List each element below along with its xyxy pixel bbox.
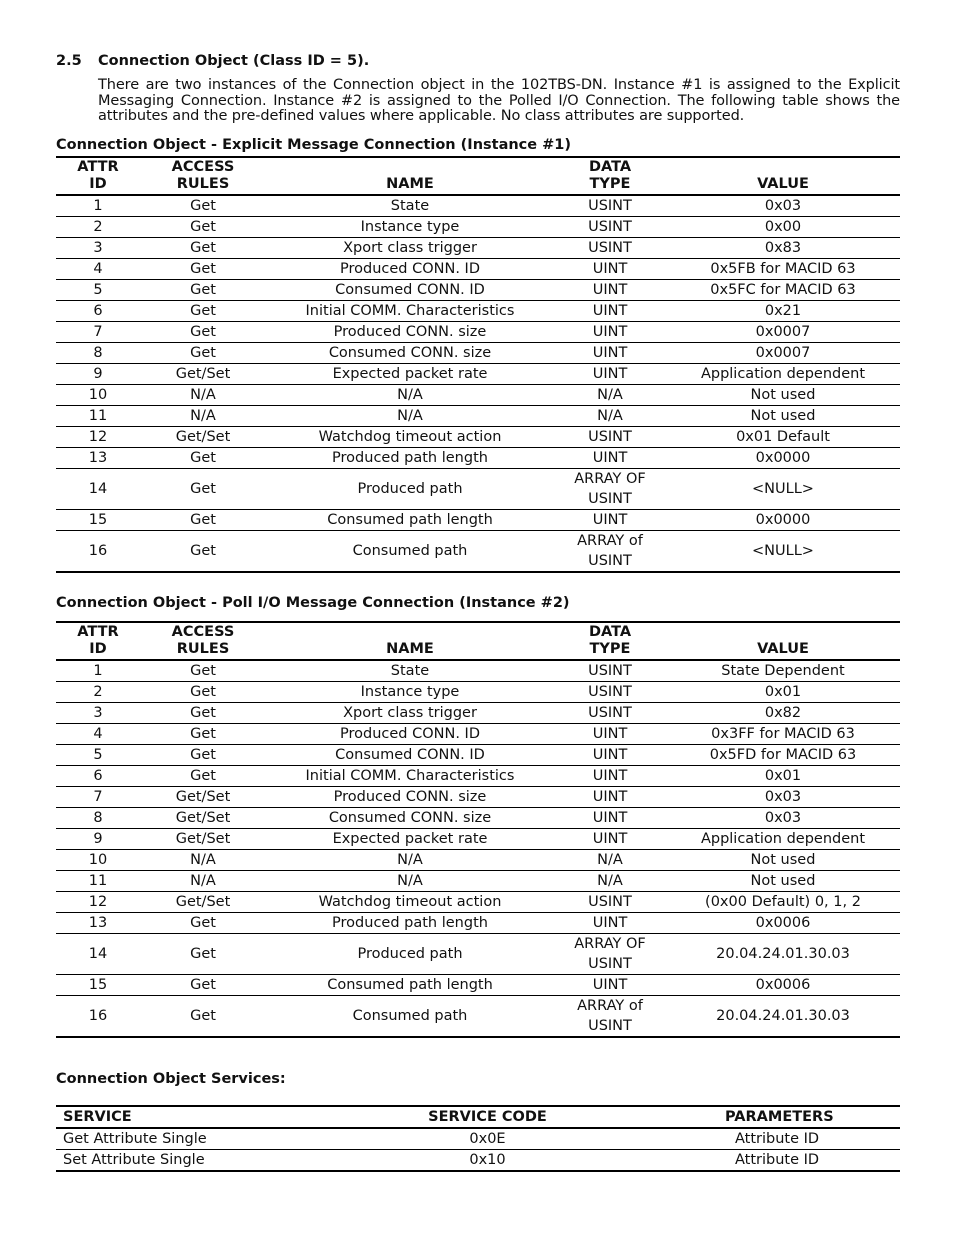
table-row [56, 912, 900, 933]
table-row [56, 786, 900, 807]
name-cell: Xport class trigger [266, 702, 554, 723]
name-cell: N/A [266, 870, 554, 891]
name-cell: Consumed CONN. size [266, 342, 554, 363]
header-attr-id: ATTR ID [77, 158, 119, 192]
value-cell: 0x0007 [666, 342, 900, 363]
header-value: VALUE [757, 641, 809, 657]
attr-id-cell: 11 [56, 405, 140, 426]
attr-id-cell: 1 [56, 660, 140, 682]
access-rules-cell: Get [140, 723, 266, 744]
value-cell: 0x5FC for MACID 63 [666, 279, 900, 300]
name-cell: Consumed path length [266, 974, 554, 995]
attr-id-cell: 8 [56, 342, 140, 363]
attr-id-cell: 12 [56, 426, 140, 447]
value-cell: 0x01 Default [666, 426, 900, 447]
name-cell: Xport class trigger [266, 237, 554, 258]
table1-body [56, 195, 900, 572]
table2-title: Connection Object - Poll I/O Message Connection (Instance #2) [56, 594, 570, 611]
data-type-cell: UINT [554, 509, 666, 530]
name-cell: Produced path length [266, 447, 554, 468]
access-rules-cell: Get [140, 995, 266, 1037]
name-cell: Produced path length [266, 912, 554, 933]
name-cell: Instance type [266, 216, 554, 237]
attr-id-cell: 10 [56, 849, 140, 870]
value-cell: 0x0000 [666, 447, 900, 468]
name-cell: Produced CONN. ID [266, 258, 554, 279]
value-cell: 0x0007 [666, 321, 900, 342]
table-row [56, 342, 900, 363]
services-title: Connection Object Services: [56, 1070, 286, 1087]
attr-id-cell: 2 [56, 216, 140, 237]
data-type-cell: ARRAY OF USINT [554, 933, 666, 974]
table-row [56, 258, 900, 279]
table-row [56, 660, 900, 682]
table-row [56, 891, 900, 912]
attr-id-cell: 15 [56, 509, 140, 530]
table-row [56, 849, 900, 870]
service-parameters: Attribute ID [580, 1149, 900, 1171]
data-type-cell: UINT [554, 912, 666, 933]
name-cell: Initial COMM. Characteristics [266, 765, 554, 786]
table-row [56, 828, 900, 849]
table-row [56, 744, 900, 765]
value-cell: Not used [666, 870, 900, 891]
name-cell: N/A [266, 405, 554, 426]
table-row [56, 300, 900, 321]
name-cell: N/A [266, 384, 554, 405]
data-type-cell: USINT [554, 891, 666, 912]
name-cell: Expected packet rate [266, 828, 554, 849]
access-rules-cell: N/A [140, 849, 266, 870]
data-type-cell: UINT [554, 321, 666, 342]
table-row [56, 195, 900, 217]
attr-id-cell: 9 [56, 828, 140, 849]
name-cell: Initial COMM. Characteristics [266, 300, 554, 321]
value-cell: (0x00 Default) 0, 1, 2 [666, 891, 900, 912]
name-cell: Instance type [266, 681, 554, 702]
value-cell: 0x5FD for MACID 63 [666, 744, 900, 765]
value-cell: Application dependent [666, 363, 900, 384]
attr-id-cell: 4 [56, 723, 140, 744]
access-rules-cell: Get [140, 660, 266, 682]
value-cell: 20.04.24.01.30.03 [666, 995, 900, 1037]
document-page [56, 50, 900, 1172]
table-row [56, 237, 900, 258]
access-rules-cell: Get/Set [140, 828, 266, 849]
data-type-cell: ARRAY of USINT [554, 995, 666, 1037]
name-cell: State [266, 195, 554, 217]
header-data-type: DATA TYPE [588, 623, 632, 657]
service-name: Get Attribute Single [56, 1128, 395, 1150]
data-type-cell: N/A [554, 405, 666, 426]
value-cell: Not used [666, 849, 900, 870]
value-cell: 0x0000 [666, 509, 900, 530]
data-type-cell: UINT [554, 279, 666, 300]
attr-id-cell: 5 [56, 744, 140, 765]
table-row [56, 321, 900, 342]
header-value: VALUE [757, 176, 809, 192]
header-name: NAME [386, 641, 434, 657]
access-rules-cell: N/A [140, 870, 266, 891]
data-type-cell: N/A [554, 849, 666, 870]
name-cell: Watchdog timeout action [266, 891, 554, 912]
section-number: 2.5 [56, 53, 82, 69]
attr-id-cell: 7 [56, 321, 140, 342]
attr-id-cell: 13 [56, 912, 140, 933]
services-body [56, 1128, 900, 1171]
access-rules-cell: Get [140, 530, 266, 572]
name-cell: Consumed path [266, 530, 554, 572]
header-access-rules: ACCESS RULES [171, 158, 235, 192]
section-title: Connection Object (Class ID = 5). [98, 53, 370, 69]
attr-id-cell: 13 [56, 447, 140, 468]
table1-title: Connection Object - Explicit Message Connection (Instance #1) [56, 136, 572, 153]
value-cell: 0x5FB for MACID 63 [666, 258, 900, 279]
attr-id-cell: 11 [56, 870, 140, 891]
table-row [56, 765, 900, 786]
access-rules-cell: N/A [140, 384, 266, 405]
header-name: NAME [386, 176, 434, 192]
name-cell: Consumed CONN. size [266, 807, 554, 828]
access-rules-cell: Get [140, 342, 266, 363]
access-rules-cell: Get/Set [140, 363, 266, 384]
access-rules-cell: Get [140, 681, 266, 702]
access-rules-cell: Get [140, 468, 266, 509]
data-type-cell: UINT [554, 723, 666, 744]
attr-id-cell: 6 [56, 765, 140, 786]
services-table [56, 1105, 900, 1172]
attr-id-cell: 9 [56, 363, 140, 384]
data-type-cell: UINT [554, 828, 666, 849]
name-cell: Produced CONN. ID [266, 723, 554, 744]
attr-id-cell: 2 [56, 681, 140, 702]
header-service: SERVICE [63, 1108, 132, 1125]
header-data-type: DATA TYPE [588, 158, 632, 192]
value-cell: Application dependent [666, 828, 900, 849]
data-type-cell: UINT [554, 300, 666, 321]
table-row [56, 995, 900, 1037]
value-cell: 0x03 [666, 807, 900, 828]
data-type-cell: UINT [554, 765, 666, 786]
attr-id-cell: 5 [56, 279, 140, 300]
data-type-cell: USINT [554, 681, 666, 702]
value-cell: <NULL> [666, 468, 900, 509]
name-cell: Produced CONN. size [266, 786, 554, 807]
value-cell: 0x3FF for MACID 63 [666, 723, 900, 744]
attr-id-cell: 3 [56, 237, 140, 258]
value-cell: 0x01 [666, 681, 900, 702]
value-cell: 0x83 [666, 237, 900, 258]
header-parameters: PARAMETERS [725, 1108, 834, 1125]
value-cell: State Dependent [666, 660, 900, 682]
access-rules-cell: Get [140, 509, 266, 530]
access-rules-cell: Get/Set [140, 786, 266, 807]
access-rules-cell: Get [140, 702, 266, 723]
access-rules-cell: Get [140, 321, 266, 342]
service-row [56, 1128, 900, 1150]
header-service-code: SERVICE CODE [428, 1108, 547, 1125]
data-type-cell: USINT [554, 660, 666, 682]
table-row [56, 447, 900, 468]
table2-body [56, 660, 900, 1037]
attr-id-cell: 4 [56, 258, 140, 279]
table-row [56, 681, 900, 702]
services-header-row [56, 1106, 900, 1128]
value-cell: 0x00 [666, 216, 900, 237]
value-cell: 0x01 [666, 765, 900, 786]
table-row [56, 426, 900, 447]
table-row [56, 468, 900, 509]
access-rules-cell: Get [140, 933, 266, 974]
access-rules-cell: N/A [140, 405, 266, 426]
value-cell: 0x82 [666, 702, 900, 723]
name-cell: N/A [266, 849, 554, 870]
attr-id-cell: 1 [56, 195, 140, 217]
access-rules-cell: Get [140, 974, 266, 995]
data-type-cell: UINT [554, 786, 666, 807]
data-type-cell: USINT [554, 426, 666, 447]
service-parameters: Attribute ID [580, 1128, 900, 1150]
access-rules-cell: Get [140, 237, 266, 258]
table-row [56, 216, 900, 237]
name-cell: Expected packet rate [266, 363, 554, 384]
value-cell: <NULL> [666, 530, 900, 572]
access-rules-cell: Get [140, 744, 266, 765]
attr-id-cell: 6 [56, 300, 140, 321]
access-rules-cell: Get [140, 765, 266, 786]
name-cell: Consumed CONN. ID [266, 744, 554, 765]
data-type-cell: USINT [554, 216, 666, 237]
name-cell: Consumed CONN. ID [266, 279, 554, 300]
name-cell: State [266, 660, 554, 682]
data-type-cell: ARRAY OF USINT [554, 468, 666, 509]
intro-paragraph: There are two instances of the Connection object in the 102TBS-DN. Instance #1 is assigned to the Explicit Messaging Connection. Instance #2 is assigned to the Polled I/O Connection. The following table shows the attributes and the pre-defined values where applicable. No class attributes are supported. [98, 77, 900, 124]
data-type-cell: USINT [554, 702, 666, 723]
section-heading [56, 50, 900, 72]
table-row [56, 870, 900, 891]
attr-id-cell: 14 [56, 468, 140, 509]
data-type-cell: USINT [554, 195, 666, 217]
table-row [56, 363, 900, 384]
attr-id-cell: 3 [56, 702, 140, 723]
name-cell: Produced path [266, 933, 554, 974]
value-cell: 0x03 [666, 786, 900, 807]
data-type-cell: UINT [554, 363, 666, 384]
service-name: Set Attribute Single [56, 1149, 395, 1171]
header-access-rules: ACCESS RULES [171, 623, 235, 657]
value-cell: 20.04.24.01.30.03 [666, 933, 900, 974]
value-cell: 0x0006 [666, 912, 900, 933]
explicit-connection-table [56, 156, 900, 573]
value-cell: Not used [666, 384, 900, 405]
table-row [56, 933, 900, 974]
table-row [56, 509, 900, 530]
table-row [56, 807, 900, 828]
service-code: 0x0E [395, 1128, 580, 1150]
table-row [56, 279, 900, 300]
access-rules-cell: Get/Set [140, 807, 266, 828]
service-code: 0x10 [395, 1149, 580, 1171]
table-row [56, 974, 900, 995]
table-row [56, 405, 900, 426]
data-type-cell: UINT [554, 447, 666, 468]
attr-id-cell: 8 [56, 807, 140, 828]
data-type-cell: UINT [554, 258, 666, 279]
name-cell: Consumed path [266, 995, 554, 1037]
attr-id-cell: 15 [56, 974, 140, 995]
data-type-cell: ARRAY of USINT [554, 530, 666, 572]
data-type-cell: UINT [554, 744, 666, 765]
access-rules-cell: Get [140, 195, 266, 217]
table-row [56, 702, 900, 723]
value-cell: 0x0006 [666, 974, 900, 995]
poll-io-connection-table [56, 621, 900, 1038]
data-type-cell: USINT [554, 237, 666, 258]
data-type-cell: UINT [554, 342, 666, 363]
table-header-row [56, 157, 900, 195]
data-type-cell: N/A [554, 384, 666, 405]
service-row [56, 1149, 900, 1171]
table-row [56, 384, 900, 405]
attr-id-cell: 16 [56, 995, 140, 1037]
value-cell: Not used [666, 405, 900, 426]
access-rules-cell: Get [140, 258, 266, 279]
access-rules-cell: Get [140, 216, 266, 237]
attr-id-cell: 14 [56, 933, 140, 974]
data-type-cell: UINT [554, 807, 666, 828]
name-cell: Watchdog timeout action [266, 426, 554, 447]
value-cell: 0x21 [666, 300, 900, 321]
table-header-row [56, 622, 900, 660]
name-cell: Consumed path length [266, 509, 554, 530]
access-rules-cell: Get/Set [140, 891, 266, 912]
access-rules-cell: Get/Set [140, 426, 266, 447]
header-attr-id: ATTR ID [77, 623, 119, 657]
name-cell: Produced CONN. size [266, 321, 554, 342]
data-type-cell: UINT [554, 974, 666, 995]
access-rules-cell: Get [140, 279, 266, 300]
table-row [56, 530, 900, 572]
attr-id-cell: 10 [56, 384, 140, 405]
name-cell: Produced path [266, 468, 554, 509]
access-rules-cell: Get [140, 447, 266, 468]
value-cell: 0x03 [666, 195, 900, 217]
access-rules-cell: Get [140, 912, 266, 933]
table-row [56, 723, 900, 744]
attr-id-cell: 12 [56, 891, 140, 912]
attr-id-cell: 16 [56, 530, 140, 572]
access-rules-cell: Get [140, 300, 266, 321]
data-type-cell: N/A [554, 870, 666, 891]
attr-id-cell: 7 [56, 786, 140, 807]
